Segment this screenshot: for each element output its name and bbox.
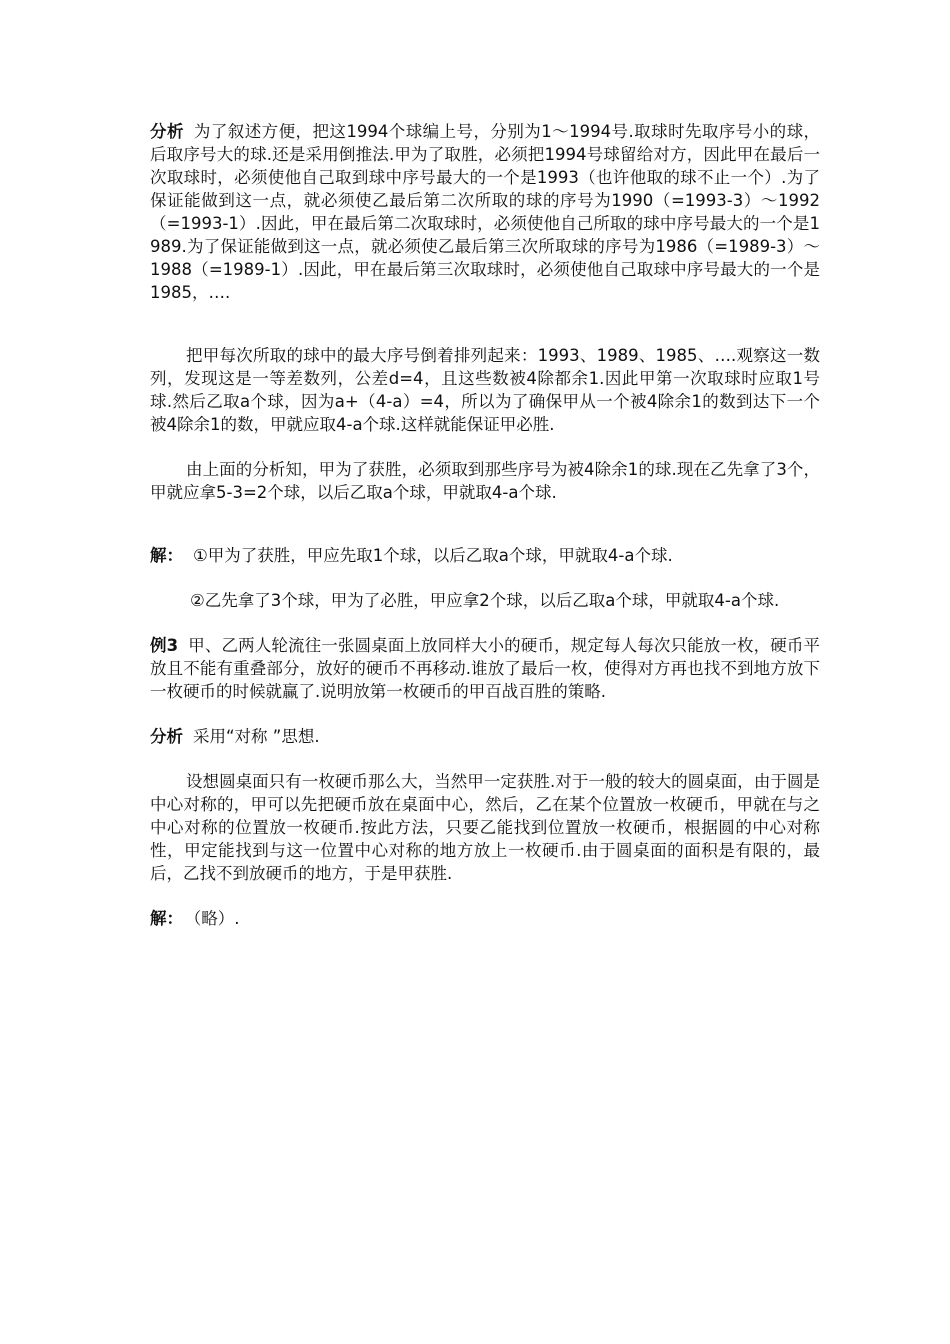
document-page [150, 120, 820, 930]
analysis-label-2: 分析 [150, 727, 183, 746]
summary-paragraph: 由上面的分析知，甲为了获胜，必须取到那些序号为被4除余1的球.现在乙先拿了3个，甲就应拿5-3=2个球，以后乙取a个球，甲就取4-a个球. [150, 460, 820, 502]
solution-2-paragraph [150, 907, 820, 930]
example-label: 例3 [150, 636, 179, 655]
solution-item-1 [150, 544, 820, 567]
solution-item-1-text: ①甲为了获胜，甲应先取1个球，以后乙取a个球，甲就取4-a个球. [193, 546, 673, 565]
solution-item-2: ②乙先拿了3个球，甲为了必胜，甲应拿2个球，以后乙取a个球，甲就取4-a个球. [190, 591, 780, 610]
sequence-paragraph: 把甲每次所取的球中的最大序号倒着排列起来：1993、1989、1985、….观察这一数列，发现这是一等差数列，公差d=4，且这些数被4除都余1.因此甲第一次取球时应取1号球.然后乙取a个球，因为a+（4-a）=4，所以为了确保甲从一个被4除余1的数到达下一个被4除余1的数，甲就应取4-a个球.这样就能保证甲必胜. [150, 346, 820, 434]
solution-label-2: 解： [150, 909, 183, 928]
analysis-text: 为了叙述方便，把这1994个球编上号，分别为1～1994号.取球时先取序号小的球，后取序号大的球.还是采用倒推法.甲为了取胜，必须把1994号球留给对方，因此甲在最后一次取球时，必须使他自己取到球中序号最大的一个是1993（也许他取的球不止一个）.为了保证能做到这一点，就必须使乙最后第二次所取的球的序号为1990（=1993-3）～1992（=1993-1）.因此，甲在最后第二次取球时，必须使他自己所取的球中序号最大的一个是1989.为了保证能做到这一点，就必须使乙最后第三次所取球的序号为1986（=1989-3）～1988（=1989-1）.因此，甲在最后第三次取球时，必须使他自己取球中序号最大的一个是1985，…. [150, 122, 821, 302]
analysis-paragraph-1 [150, 120, 820, 304]
solution-2-text: （略）. [193, 909, 240, 928]
example-3-paragraph [150, 634, 820, 703]
analysis-paragraph-2 [150, 725, 820, 748]
analysis-label: 分析 [150, 122, 184, 141]
symmetry-paragraph: 设想圆桌面只有一枚硬币那么大，当然甲一定获胜.对于一般的较大的圆桌面，由于圆是中心对称的，甲可以先把硬币放在桌面中心，然后，乙在某个位置放一枚硬币，甲就在与之中心对称的位置放一枚硬币.按此方法，只要乙能找到位置放一枚硬币，根据圆的中心对称性，甲定能找到与这一位置中心对称的地方放上一枚硬币.由于圆桌面的面积是有限的，最后，乙找不到放硬币的地方，于是甲获胜. [150, 772, 820, 883]
analysis-2-text: 采用“对称 ”思想. [193, 727, 320, 746]
solution-label: 解： [150, 546, 183, 565]
example-3-text: 甲、乙两人轮流往一张圆桌面上放同样大小的硬币，规定每人每次只能放一枚，硬币平放且不能有重叠部分，放好的硬币不再移动.谁放了最后一枚，使得对方再也找不到地方放下一枚硬币的时候就赢了.说明放第一枚硬币的甲百战百胜的策略. [150, 636, 820, 701]
